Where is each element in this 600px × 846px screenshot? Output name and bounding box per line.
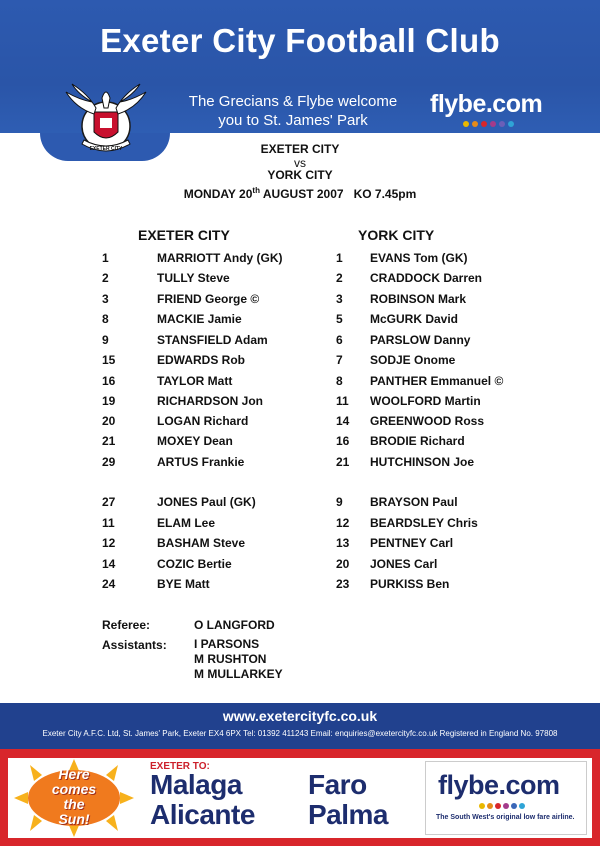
away-team-heading: YORK CITY — [358, 227, 435, 243]
flybe-top-dots-icon — [462, 120, 532, 128]
home-player-name: ARTUS Frankie — [157, 455, 245, 469]
home-player-number: 8 — [102, 312, 109, 326]
flybe-logo — [430, 90, 542, 119]
away-player-number: 1 — [336, 251, 343, 265]
home-sub-name: COZIC Bertie — [157, 557, 232, 571]
club-address: Exeter City A.F.C. Ltd, St. James' Park, Exeter EX4 6PX Tel: 01392 411243 Email: enquiries@exetercityfc.co.uk Registered in England No. 97808 — [42, 729, 558, 738]
sun-line-1: Here — [58, 766, 90, 782]
home-player-name: EDWARDS Rob — [157, 353, 245, 367]
welcome-line-1: The Grecians & Flybe welcome — [188, 93, 398, 110]
away-player-number: 14 — [336, 414, 350, 428]
destination-alicante: Alicante — [150, 799, 255, 830]
away-player-number: 16 — [336, 434, 350, 448]
flybe-banner-ad[interactable] — [0, 749, 600, 846]
assistants-list — [194, 637, 283, 682]
flybe-card-logo: flybe.com — [438, 770, 560, 800]
away-sub-name: JONES Carl — [370, 557, 438, 571]
away-player-name: WOOLFORD Martin — [370, 394, 481, 408]
fixture-date-suffix: th — [252, 186, 260, 195]
away-sub-number: 12 — [336, 516, 350, 530]
referee-name: O LANGFORD — [194, 618, 275, 632]
away-player-name: GREENWOOD Ross — [370, 414, 485, 428]
home-player-number: 16 — [102, 374, 116, 388]
home-sub-name: BASHAM Steve — [157, 536, 246, 550]
fixture-home: EXETER CITY — [260, 142, 340, 156]
away-player-number: 6 — [336, 333, 343, 347]
away-player-name: McGURK David — [370, 312, 459, 326]
away-player-number: 8 — [336, 374, 343, 388]
footer — [0, 703, 600, 749]
home-player-name: FRIEND George © — [157, 292, 260, 306]
destination-malaga: Malaga — [150, 769, 242, 800]
home-sub-name: ELAM Lee — [157, 516, 216, 530]
away-sub-name: BEARDSLEY Chris — [370, 516, 478, 530]
assistant-name: I PARSONS — [194, 637, 260, 651]
home-sub-name: JONES Paul (GK) — [157, 495, 256, 509]
club-title: Exeter City Football Club — [100, 22, 500, 59]
home-player-number: 21 — [102, 434, 116, 448]
assistant-name: M RUSHTON — [194, 652, 267, 666]
home-player-number: 9 — [102, 333, 109, 347]
away-player-number: 21 — [336, 455, 350, 469]
fixture-date — [0, 186, 600, 201]
home-player-name: LOGAN Richard — [157, 414, 249, 428]
away-sub-number: 13 — [336, 536, 350, 550]
home-player-name: STANSFIELD Adam — [157, 333, 268, 347]
assistant-name: M MULLARKEY — [194, 667, 283, 681]
away-player-name: SODJE Onome — [370, 353, 456, 367]
destination-faro: Faro — [308, 769, 367, 800]
flybe-tagline: The South West's original low fare airline. — [436, 814, 575, 821]
away-player-name: EVANS Tom (GK) — [370, 251, 468, 265]
svg-text:EXETER CITY: EXETER CITY — [89, 146, 123, 152]
home-sub-number: 24 — [102, 577, 116, 591]
home-player-number: 19 — [102, 394, 116, 408]
away-player-name: PANTHER Emmanuel © — [370, 374, 504, 388]
destination-palma: Palma — [308, 799, 388, 830]
away-player-number: 3 — [336, 292, 343, 306]
away-player-name: PARSLOW Danny — [370, 333, 471, 347]
away-player-name: CRADDOCK Darren — [370, 271, 483, 285]
away-player-name: BRODIE Richard — [370, 434, 465, 448]
home-sub-number: 11 — [102, 516, 115, 530]
flybe-logo-text: flybe.com — [430, 90, 543, 118]
sun-slogan — [22, 767, 126, 827]
fixture-day: MONDAY 20 — [183, 187, 253, 201]
flybe-dots-icon — [478, 802, 538, 810]
home-player-name: TAYLOR Matt — [157, 374, 233, 388]
away-sub-number: 9 — [336, 495, 343, 509]
sun-line-2: comes — [51, 781, 97, 797]
referee-label: Referee: — [102, 618, 151, 632]
away-sub-name: PURKISS Ben — [370, 577, 450, 591]
away-player-name: HUTCHINSON Joe — [370, 455, 475, 469]
home-team-heading: EXETER CITY — [138, 227, 230, 243]
home-sub-name: BYE Matt — [157, 577, 210, 591]
team-sheet — [0, 133, 600, 703]
away-player-name: ROBINSON Mark — [370, 292, 467, 306]
assistants-label: Assistants: — [102, 638, 167, 652]
welcome-message — [168, 92, 418, 130]
home-sub-number: 27 — [102, 495, 116, 509]
fixture-away: YORK CITY — [267, 168, 333, 182]
home-player-number: 2 — [102, 271, 109, 285]
home-player-number: 3 — [102, 292, 109, 306]
home-player-name: MOXEY Dean — [157, 434, 233, 448]
fixture-vs: vs — [294, 156, 306, 170]
home-sub-number: 12 — [102, 536, 116, 550]
away-sub-number: 23 — [336, 577, 350, 591]
away-player-number: 7 — [336, 353, 343, 367]
away-sub-name: BRAYSON Paul — [370, 495, 458, 509]
home-player-number: 29 — [102, 455, 116, 469]
home-player-name: TULLY Steve — [157, 271, 230, 285]
home-player-number: 1 — [102, 251, 109, 265]
home-player-number: 15 — [102, 353, 116, 367]
fixture-month-year: AUGUST 2007 — [259, 187, 344, 201]
sun-line-3: the — [63, 796, 85, 812]
away-player-number: 5 — [336, 312, 343, 326]
home-player-name: RICHARDSON Jon — [157, 394, 264, 408]
fixture-kickoff: KO 7.45pm — [353, 187, 417, 201]
away-player-number: 11 — [336, 394, 349, 408]
away-player-number: 2 — [336, 271, 343, 285]
sun-line-4: Sun! — [58, 811, 90, 827]
away-sub-number: 20 — [336, 557, 350, 571]
exeter-to-label: EXETER TO: — [150, 761, 210, 772]
welcome-line-2: you to St. James' Park — [218, 112, 368, 129]
home-player-name: MARRIOTT Andy (GK) — [157, 251, 283, 265]
home-player-number: 20 — [102, 414, 116, 428]
home-sub-number: 14 — [102, 557, 116, 571]
away-sub-name: PENTNEY Carl — [370, 536, 454, 550]
website-link[interactable]: www.exetercityfc.co.uk — [222, 708, 378, 724]
flybe-card — [425, 761, 587, 835]
home-player-name: MACKIE Jamie — [157, 312, 242, 326]
